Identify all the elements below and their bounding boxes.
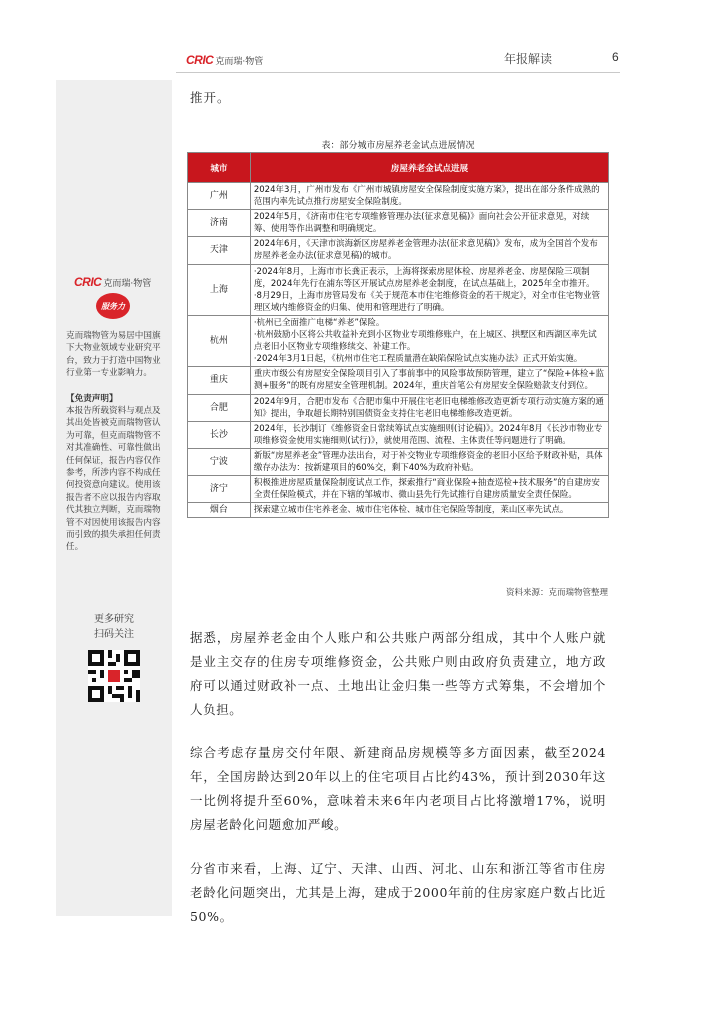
- table-row: [188, 367, 609, 394]
- progress-cell: 新版“房屋养老金”管理办法出台，对于补交物业专项维修资金的老旧小区给予财政补贴，具体缴存办法为：按新建项目的60%交，剩下40%为政府补贴。: [250, 448, 608, 475]
- city-cell: 天津: [188, 237, 251, 264]
- city-cell: 宁波: [188, 448, 251, 475]
- pilot-progress-table: [187, 152, 609, 518]
- progress-cell: 2024年，长沙制订《维修资金日常续筹试点实施细则(讨论稿)》。2024年8月《长沙市物业专项维修资金使用实施细则(试行)》，就使用范围、流程、主体责任等问题进行了明确。: [250, 421, 608, 448]
- body-paragraph: 分省市来看，上海、辽宁、天津、山西、河北、山东和浙江等省市住房老龄化问题突出，尤其是上海，建成于2000年前的住房家庭户数占比近50%。: [190, 861, 606, 924]
- city-cell: 济南: [188, 210, 251, 237]
- table-row: [188, 394, 609, 421]
- page-number: 6: [612, 50, 619, 64]
- table-row: [188, 210, 609, 237]
- more-research-line1: 更多研究: [94, 614, 134, 625]
- progress-cell: 积极推进房屋质量保险制度试点工作，探索推行“商业保险+抽查巡检+技术服务”的自建房安全责任保险模式，并在下辖的邹城市、微山县先行先试推行自建房质量安全责任保险。: [250, 476, 608, 503]
- progress-cell: 探索建立城市住宅养老金、城市住宅体检、城市住宅保险等制度，莱山区率先试点。: [250, 503, 608, 518]
- progress-cell: 重庆市级公有房屋安全保险项目引入了事前事中的风险事故预防管理，建立了“保险+体检+监测+服务”的既有房屋安全管理机制。2024年，重庆首笔公有房屋安全保险赔款支付到位。: [250, 367, 608, 394]
- table-row: [188, 315, 609, 366]
- progress-cell: ·杭州已全面推广电梯“养老”保险。 ·杭州鼓励小区将公共收益补充到小区物业专项维修账户，在上城区、拱墅区和西湖区率先试点老旧小区物业专项维修续交、补建工作。 ·2024年3月1日起，《杭州市住宅工程质量潜在缺陷保险试点实施办法》正式开始实施。: [250, 315, 608, 366]
- column-header-city: 城市: [188, 153, 251, 183]
- table-row: [188, 503, 609, 518]
- sidebar-logo-mark: CRIC: [74, 275, 102, 289]
- sidebar-logo-text: 克而瑞·物管: [103, 278, 152, 289]
- table-caption: 表：部分城市房屋养老金试点进展情况: [321, 141, 475, 151]
- sidebar-logo: [74, 275, 151, 289]
- header-logo: [186, 53, 263, 67]
- city-cell: 重庆: [188, 367, 251, 394]
- disclaimer-text: 本报告所载资料与观点及其出处皆被克而瑞物管认为可靠，但克而瑞物管不对其准确性、可靠性做出任何保证，报告内容仅作参考，所涉内容不构成任何投资意向建议。使用该报告者不应以报告内容取代其独立判断，克而瑞物管不对因使用该报告内容而引致的损失承担任何责任。: [66, 406, 161, 553]
- table-row: [188, 237, 609, 264]
- city-cell: 合肥: [188, 394, 251, 421]
- city-cell: 上海: [188, 264, 251, 315]
- table-row: [188, 183, 609, 210]
- more-research: [56, 612, 172, 642]
- progress-cell: 2024年6月，《天津市滨海新区房屋养老金管理办法(征求意见稿)》发布，成为全国首个发布房屋养老金办法(征求意见稿)的城市。: [250, 237, 608, 264]
- city-cell: 广州: [188, 183, 251, 210]
- progress-cell: 2024年3月，广州市发布《广州市城镇房屋安全保险制度实施方案》，提出在部分条件成熟的范围内率先试点推行房屋安全保险制度。: [250, 183, 608, 210]
- header-divider: [176, 72, 620, 73]
- city-cell: 烟台: [188, 503, 251, 518]
- progress-cell: ·2024年8月，上海市市长龚正表示，上海将探索房屋体检、房屋养老金、房屋保险三项制度，2024年先行在浦东等区开展试点房屋养老金制度，在试点基础上，2025年全市推开。 ·8月29日，上海市房管局发布《关于规范本市住宅维修资金的若干规定》，对全市住宅物业管理区域内维修资金的归集、使用和管理进行了明确。: [250, 264, 608, 315]
- table-row: [188, 448, 609, 475]
- table-row: [188, 421, 609, 448]
- progress-cell: 2024年9月，合肥市发布《合肥市集中开展住宅老旧电梯维修改造更新专项行动实施方案的通知》提出，争取超长期特别国债资金支持住宅老旧电梯维修改造更新。: [250, 394, 608, 421]
- table-body: [188, 183, 609, 518]
- city-cell: 济宁: [188, 476, 251, 503]
- more-research-line2: 扫码关注: [94, 629, 134, 640]
- city-cell: 杭州: [188, 315, 251, 366]
- progress-cell: 2024年5月，《济南市住宅专项维修管理办法(征求意见稿)》面向社会公开征求意见，对续筹、使用等作出调整和明确规定。: [250, 210, 608, 237]
- table-header-row: [188, 153, 609, 183]
- service-badge: 服务力: [96, 293, 130, 319]
- logo-text: 克而瑞·物管: [215, 56, 264, 67]
- body-paragraph: 综合考虑存量房交付年限、新建商品房规模等多方面因素，截至2024年，全国房龄达到20年以上的住宅项目占比约43%，预计到2030年这一比例将提升至60%，意味着未来6年内老项目占比将激增17%，说明房屋老龄化问题愈加严峻。: [190, 745, 606, 832]
- section-title: 年报解读: [504, 52, 553, 66]
- column-header-progress: 房屋养老金试点进展: [250, 153, 608, 183]
- disclaimer-title: 【免责声明】: [66, 394, 118, 404]
- table-row: [188, 476, 609, 503]
- body-paragraph: 据悉，房屋养老金由个人账户和公共账户两部分组成，其中个人账户就是业主交存的住房专项维修资金，公共账户则由政府负责建立，地方政府可以通过财政补一点、土地出让金归集一些等方式筹集，不会增加个人负担。: [190, 630, 606, 717]
- sidebar-intro: 克而瑞物管为易居中国旗下大物业领域专业研究平台，致力于打造中国物业行业第一专业影响力。: [66, 331, 161, 379]
- logo-mark: CRIC: [186, 53, 214, 67]
- source-note: 资料来源：克而瑞物管整理: [505, 588, 608, 598]
- city-cell: 长沙: [188, 421, 251, 448]
- page-header: [0, 0, 724, 80]
- table-row: [188, 264, 609, 315]
- qr-code-icon[interactable]: [88, 650, 140, 702]
- sidebar: [56, 80, 172, 916]
- lead-text: 推开。: [190, 90, 231, 105]
